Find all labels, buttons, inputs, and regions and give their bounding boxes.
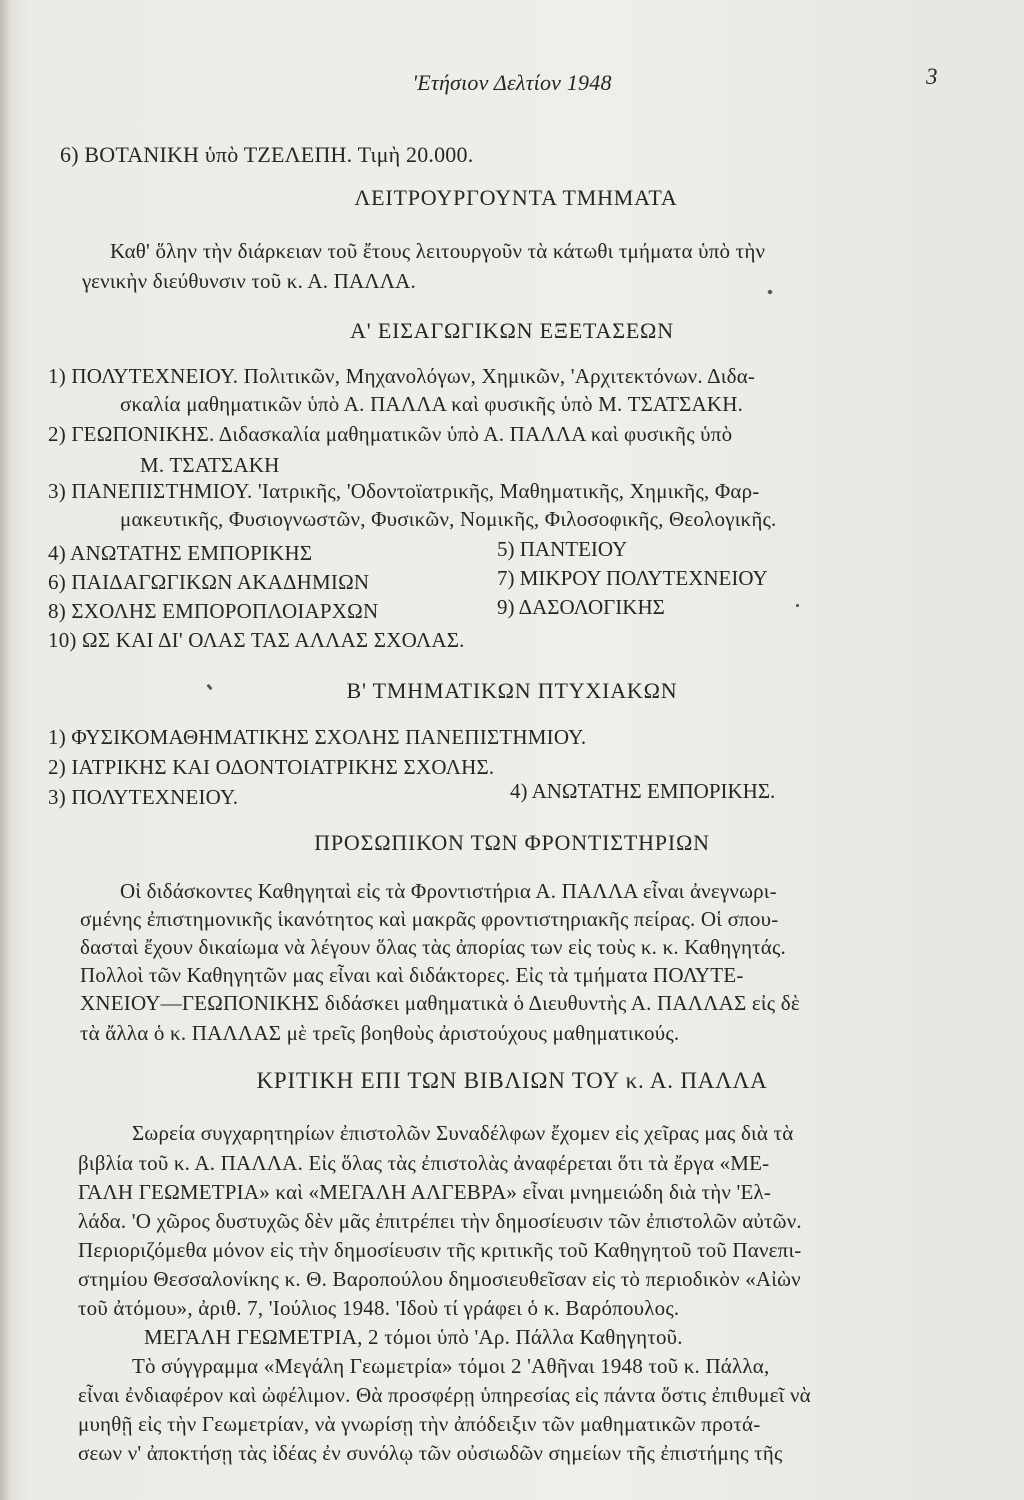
print-speck xyxy=(767,289,772,294)
print-speck xyxy=(796,604,799,607)
list-item: 7) ΜΙΚΡΟΥ ΠΟΛΥΤΕΧΝΕΙΟΥ xyxy=(497,566,768,590)
running-header: 'Ετήσιον Δελτίον 1948 xyxy=(412,70,612,95)
list-item: 9) ΔΑΣΟΛΟΓΙΚΗΣ xyxy=(497,595,665,619)
subheading-degree-departments: Β' ΤΜΗΜΑΤΙΚΩΝ ΠΤΥΧΙΑΚΩΝ xyxy=(346,678,678,703)
list-item: 4) ΑΝΩΤΑΤΗΣ ΕΜΠΟΡΙΚΗΣ. xyxy=(510,779,776,803)
section-heading-staff: ΠΡΟΣΩΠΙΚΟΝ ΤΩΝ ΦΡΟΝΤΙΣΤΗΡΙΩΝ xyxy=(314,830,710,855)
paragraph-line: Περιοριζόμεθα μόνον εἰς τὴν δημοσίευσιν τῆς κριτικῆς τοῦ Καθηγητοῦ τοῦ Πανεπι- xyxy=(78,1238,802,1262)
list-item: 4) ΑΝΩΤΑΤΗΣ ΕΜΠΟΡΙΚΗΣ xyxy=(48,541,313,565)
list-item-continuation: Μ. ΤΣΑΤΣΑΚΗ xyxy=(140,453,280,477)
paragraph-line: Πολλοὶ τῶν Καθηγητῶν μας εἶναι καὶ διδάκτορες. Εἰς τὰ τμήματα ΠΟΛΥΤΕ- xyxy=(80,963,744,987)
list-item: 2) ΙΑΤΡΙΚΗΣ ΚΑΙ ΟΔΟΝΤΟΙΑΤΡΙΚΗΣ ΣΧΟΛΗΣ. xyxy=(48,755,495,779)
paragraph-line: ΓΑΛΗ ΓΕΩΜΕΤΡΙΑ» καὶ «ΜΕΓΑΛΗ ΑΛΓΕΒΡΑ» εἶναι μνημειώδη διὰ τὴν 'Ελ- xyxy=(78,1180,772,1204)
list-item: 3) ΠΟΛΥΤΕΧΝΕΙΟΥ. xyxy=(48,785,239,809)
paragraph-line: δασταὶ ἔχουν δικαίωμα νὰ λέγουν ὅλας τὰς ἀπορίας των εἰς τοὺς κ. κ. Καθηγητάς. xyxy=(80,935,786,959)
paragraph-line: ΧΝΕΙΟΥ—ΓΕΩΠΟΝΙΚΗΣ διδάσκει μαθηματικὰ ὁ Διευθυντὴς Α. ΠΑΛΛΑΣ εἰς δὲ xyxy=(80,991,800,1015)
list-item-continuation: σκαλία μαθηματικῶν ὑπὸ Α. ΠΑΛΛΑ καὶ φυσικῆς ὑπὸ Μ. ΤΣΑΤΣΑΚΗ. xyxy=(120,392,744,416)
paragraph-line: Σωρεία συγχαρητηρίων ἐπιστολῶν Συναδέλφων ἔχομεν εἰς χεῖρας μας διὰ τὰ xyxy=(132,1121,794,1145)
paragraph-line: γενικὴν διεύθυνσιν τοῦ κ. Α. ΠΑΛΛΑ. xyxy=(82,269,416,293)
list-item: 2) ΓΕΩΠΟΝΙΚΗΣ. Διδασκαλία μαθηματικῶν ὑπὸ Α. ΠΑΛΛΑ καὶ φυσικῆς ὑπὸ xyxy=(48,422,733,446)
list-item: 10) ΩΣ ΚΑΙ ΔΙ' ΟΛΑΣ ΤΑΣ ΑΛΛΑΣ ΣΧΟΛΑΣ. xyxy=(48,628,465,652)
paragraph-line: λάδα. 'Ο χῶρος δυστυχῶς δὲν μᾶς ἐπιτρέπει τὴν δημοσίευσιν τῶν ἐπιστολῶν αὐτῶν. xyxy=(78,1209,802,1233)
list-item: 8) ΣΧΟΛΗΣ ΕΜΠΟΡΟΠΛΟΙΑΡΧΩΝ xyxy=(48,599,379,623)
paragraph-line: Καθ' ὅλην τὴν διάρκειαν τοῦ ἔτους λειτουργοῦν τὰ κάτωθι τμήματα ὑπὸ τὴν xyxy=(110,239,766,263)
page-number: 3 xyxy=(926,64,938,89)
list-item: 6) ΠΑΙΔΑΓΩΓΙΚΩΝ ΑΚΑΔΗΜΙΩΝ xyxy=(48,570,370,594)
paragraph-line: εἶναι ἐνδιαφέρον καὶ ὠφέλιμον. Θὰ προσφέρῃ ὑπηρεσίας εἰς πάντα ὅστις ἐπιθυμεῖ νὰ xyxy=(78,1383,811,1407)
item-botany: 6) ΒΟΤΑΝΙΚΗ ὑπὸ ΤΖΕΛΕΠΗ. Τιμὴ 20.000. xyxy=(60,142,474,167)
paragraph-line: Τὸ σύγγραμμα «Μεγάλη Γεωμετρία» τόμοι 2 'Αθῆναι 1948 τοῦ κ. Πάλλα, xyxy=(132,1354,770,1378)
paragraph-line: στημίου Θεσσαλονίκης κ. Θ. Βαροπούλου δημοσιευθεῖσαν εἰς τὸ περιοδικὸν «Αἰὼν xyxy=(78,1267,801,1291)
paragraph-line: σμένης ἐπιστημονικῆς ἱκανότητος καὶ μακρᾶς φροντιστηριακῆς πείρας. Οἱ σπου- xyxy=(80,907,779,931)
paragraph-line: βιβλία τοῦ κ. Α. ΠΑΛΛΑ. Εἰς ὅλας τὰς ἐπιστολὰς ἀναφέρεται ὅτι τὰ ἔργα «ΜΕ- xyxy=(78,1151,770,1175)
list-item: 5) ΠΑΝΤΕΙΟΥ xyxy=(497,537,628,561)
list-item-continuation: μακευτικῆς, Φυσιογνωστῶν, Φυσικῶν, Νομικῆς, Φιλοσοφικῆς, Θεολογικῆς. xyxy=(120,507,777,531)
paragraph-line: σεων ν' ἀποκτήσῃ τὰς ἰδέας ἐν συνόλῳ τῶν οὐσιωδῶν σημείων τῆς ἐπιστήμης τῆς xyxy=(78,1441,783,1465)
list-item: 3) ΠΑΝΕΠΙΣΤΗΜΙΟΥ. 'Ιατρικῆς, 'Οδοντοϊατρικῆς, Μαθηματικῆς, Χημικῆς, Φαρ- xyxy=(48,479,760,503)
paragraph-line: μυηθῇ εἰς τὴν Γεωμετρίαν, νὰ γνωρίσῃ τὴν ἀπόδειξιν τῶν μαθηματικῶν προτά- xyxy=(78,1412,761,1436)
paragraph-line: Οἱ διδάσκοντες Καθηγηταὶ εἰς τὰ Φροντιστήρια Α. ΠΑΛΛΑ εἶναι ἀνεγνωρι- xyxy=(120,879,777,903)
subheading-entrance-exams: Α' ΕΙΣΑΓΩΓΙΚΩΝ ΕΞΕΤΑΣΕΩΝ xyxy=(350,318,674,343)
section-heading-criticism: ΚΡΙΤΙΚΗ ΕΠΙ ΤΩΝ ΒΙΒΛΙΩΝ ΤΟΥ κ. Α. ΠΑΛΛΑ xyxy=(256,1068,768,1093)
paragraph-line: τοῦ ἀτόμου», ἀριθ. 7, 'Ιούλιος 1948. 'Ιδοὺ τί γράφει ὁ κ. Βαρόπουλος. xyxy=(78,1296,680,1320)
list-item: 1) ΠΟΛΥΤΕΧΝΕΙΟΥ. Πολιτικῶν, Μηχανολόγων, Χημικῶν, 'Αρχιτεκτόνων. Διδα- xyxy=(48,364,756,388)
list-item: 1) ΦΥΣΙΚΟΜΑΘΗΜΑΤΙΚΗΣ ΣΧΟΛΗΣ ΠΑΝΕΠΙΣΤΗΜΙΟΥ. xyxy=(48,725,587,749)
paragraph-line: τὰ ἄλλα ὁ κ. ΠΑΛΛΑΣ μὲ τρεῖς βοηθοὺς ἀριστούχους μαθηματικούς. xyxy=(80,1021,680,1045)
book-title-line: ΜΕΓΑΛΗ ΓΕΩΜΕΤΡΙΑ, 2 τόμοι ὑπὸ 'Αρ. Πάλλα Καθηγητοῦ. xyxy=(144,1325,683,1349)
section-heading-departments: ΛΕΙΤΡΟΥΡΓΟΥΝΤΑ ΤΜΗΜΑΤΑ xyxy=(354,185,678,210)
